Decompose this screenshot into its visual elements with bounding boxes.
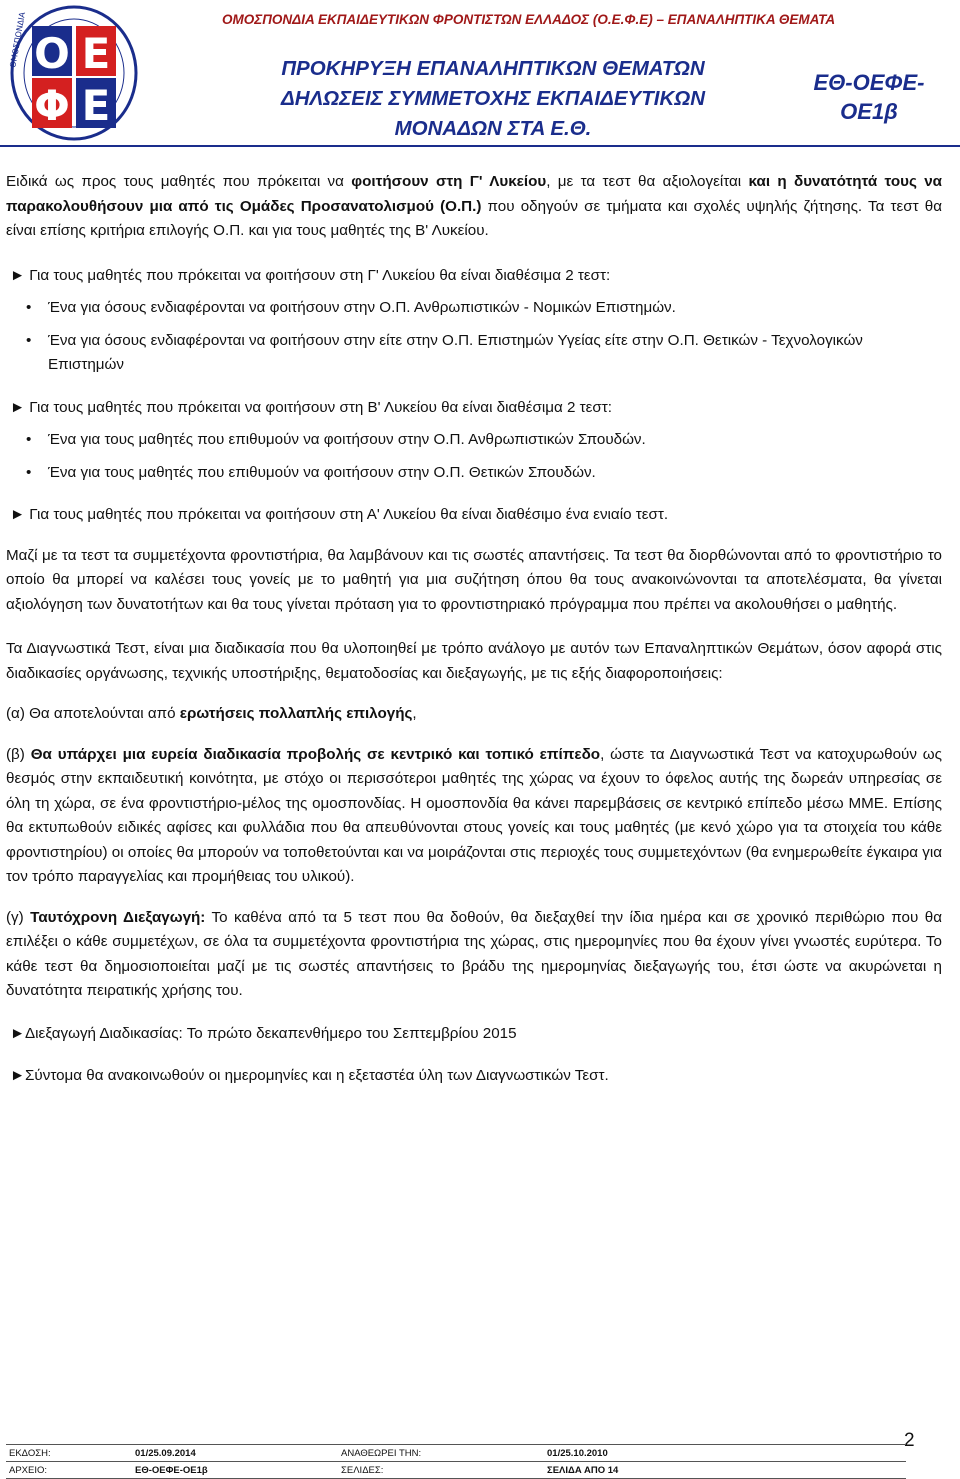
footer-label: ΕΚΔΟΣΗ: <box>6 1445 132 1462</box>
footer-value: 01/25.10.2010 <box>544 1445 906 1462</box>
footer-row <box>6 1445 906 1462</box>
logo-letter-o: Ο <box>34 29 70 78</box>
item-a <box>6 702 942 727</box>
list-item: • Ένα για τους μαθητές που επιθυμούν να φοιτήσουν στην Ο.Π. Θετικών Σπουδών. <box>6 461 942 486</box>
footer-value: ΕΘ-ΟΕΦΕ-ΟΕ1β <box>132 1462 338 1479</box>
footer-label: ΑΡΧΕΙΟ: <box>6 1462 132 1479</box>
intro-paragraph <box>6 170 942 244</box>
document-body <box>6 170 942 1089</box>
intro-bold-2: και η δυνατότητά τους να παρακολουθήσουν μια από τις Ομάδες Προσανατολισμού (Ο.Π.) <box>6 173 943 215</box>
section-b-lykeiou-list <box>6 428 942 485</box>
footer-label: ΑΝΑΘΕΩΡΕΙ ΤΗΝ: <box>338 1445 544 1462</box>
schedule-note: ►Διεξαγωγή Διαδικασίας: Το πρώτο δεκαπενθήμερο του Σεπτεμβρίου 2015 <box>10 1024 517 1042</box>
announcement-note: ►Σύντομα θα ανακοινωθούν οι ημερομηνίες και η εξεταστέα ύλη των Διαγνωστικών Τεστ. <box>10 1067 609 1084</box>
intro-text-1: Ειδικά ως προς τους μαθητές που πρόκειται να <box>6 173 352 190</box>
document-code <box>784 68 954 126</box>
title-line-2: ΔΗΛΩΣΕΙΣ ΣΥΜΜΕΤΟΧΗΣ ΕΚΠΑΙΔΕΥΤΙΚΩΝ <box>280 87 706 110</box>
page-header <box>0 0 960 146</box>
item-b-bold: Θα υπάρχει μια ευρεία διαδικασία προβολής σε κεντρικό και τοπικό επίπεδο <box>30 745 601 763</box>
section-g-lykeiou-list <box>6 296 942 378</box>
footer-label: ΣΕΛΙΔΕΣ: <box>338 1462 544 1479</box>
list-item: • Ένα για όσους ενδιαφέρονται να φοιτήσουν στην είτε στην Ο.Π. Επιστημών Υγείας είτε στην Ο.Π. Θετικών - Τεχνολογικών Επιστημών <box>6 329 942 378</box>
section-g-lykeiou-heading: ► Για τους μαθητές που πρόκειται να φοιτήσουν στη Γ' Λυκείου θα είναι διαθέσιμα 2 τεστ: <box>10 266 611 284</box>
section-a-lykeiou: ► Για τους μαθητές που πρόκειται να φοιτήσουν στη Α' Λυκείου θα είναι διαθέσιμο ένα ενιαίο τεστ. <box>10 506 669 523</box>
footer-table <box>6 1444 906 1479</box>
item-b-prefix: (β) <box>6 745 31 763</box>
item-a-suffix: , <box>412 705 417 722</box>
logo-letter-e1: Ε <box>81 29 111 78</box>
section-b-lykeiou-heading: ► Για τους μαθητές που πρόκειται να φοιτήσουν στη Β' Λυκείου θα είναι διαθέσιμα 2 τεστ: <box>10 398 613 416</box>
item-b-text: , ώστε τα Διαγνωστικά Τεστ να κατοχυρωθούν ως θεσμός στην εκπαιδευτική κοινότητα, με στόχο οι περισσότεροι μαθητές της χώρας να έχουν το όφελος αυτής της δωρεάν υπηρεσίας σε όλη τη χώρα, σε ένα φροντιστήριο-μέλος της ομοσπονδίας. Η ομοσπονδία θα κάνει παρεμβάσεις σε κεντρικό επίπεδο μέσω ΜΜΕ. Επίσης θα εκτυπωθούν ειδικές αφίσες και φυλλάδια που θα απευθύνονται στους γονείς και τους μαθητές (με κενό χώρο για τα στοιχεία του κάθε φροντιστηρίου) οι οποίες θα μπορούν να τοποθετούνται και να μοιράζονται στις περιοχές τους συμμετεχόντων (θα ενημερωθείτε έγκαιρα για τον τρόπο παραγγελίας και προμήθειας του υλικού). <box>6 745 942 885</box>
answers-paragraph: Μαζί με τα τεστ τα συμμετέχοντα φροντιστήρια, θα λαμβάνουν και τις σωστές απαντήσεις. Τα τεστ θα διορθώνονται από το φροντιστήριο το οποίο θα μπορεί να καλέσει τους γονείς με το μαθητή για μια συζήτηση όπου θα τους ανακοινώνονται τα αποτελέσματα, θα γίνεται αξιολόγηση των δυνατοτήτων και θα τους γίνεται πρόταση για το φροντιστηριακό πρόγραμμα που πρέπει να ακολουθήσει ο μαθητής. <box>6 546 942 613</box>
intro-text-3: που οδηγούν σε τμήματα και σχολές υψηλής ζήτησης. Τα τεστ θα είναι επίσης κριτήρια επιλογής Ο.Π. και για τους μαθητές της Β' Λυκείου. <box>6 197 942 239</box>
page-number: 2 <box>904 1430 915 1451</box>
footer-value: 01/25.09.2014 <box>132 1445 338 1462</box>
list-item: • Ένα για τους μαθητές που επιθυμούν να φοιτήσουν στην Ο.Π. Ανθρωπιστικών Σπουδών. <box>6 428 942 453</box>
list-item: • Ένα για όσους ενδιαφέρονται να φοιτήσουν στην Ο.Π. Ανθρωπιστικών - Νομικών Επιστημών. <box>6 296 942 321</box>
code-line-2: ΟΕ1β <box>840 99 898 124</box>
item-c-bold: Ταυτόχρονη Διεξαγωγή: <box>30 908 206 926</box>
oefe-logo <box>8 4 140 142</box>
intro-bold-1: φοιτήσουν στη Γ' Λυκείου <box>351 173 547 190</box>
diagnostic-paragraph: Τα Διαγνωστικά Τεστ, είναι μια διαδικασία που θα υλοποιηθεί με τρόπο ανάλογο με αυτόν των Επαναληπτικών Θεμάτων, όσον αφορά στις διαδικασίες οργάνωσης, τεχνικής υποστήριξης, θεματοδοσίας και διεξαγωγής, με τις εξής διαφοροποιήσεις: <box>6 640 942 682</box>
logo-letter-phi: Φ <box>34 81 70 130</box>
document-title <box>208 54 778 144</box>
item-c-text: Το καθένα από τα 5 τεστ που θα δοθούν, θα διεξαχθεί την ίδια ημέρα και σε χρονικό περιθώριο που θα επιλέξει ο κάθε συμμετέχων, σε όλα τα συμμετέχοντα φροντιστήρια της χώρας, στις ημερομηνίες που θα έχουν γίνει γνωστές ευρύτερα. Το κάθε τεστ θα δημοσιοποιείται μαζί με τις σωστές απαντήσεις το βράδυ της ημερομηνίας διεξαγωγής του, έτσι ώστε να ακυρώνεται η δυνατότητα πειρατικής χρήσης του. <box>6 908 942 999</box>
logo-letter-e2: Ε <box>81 81 111 130</box>
intro-text-2: , με τα τεστ θα αξιολογείται <box>546 173 749 190</box>
item-c <box>6 906 942 1004</box>
item-a-bold: ερωτήσεις πολλαπλής επιλογής <box>179 705 413 722</box>
logo-arc-text: ΟΜΟΣΠΟΝΔΙΑ <box>8 11 28 69</box>
federation-line: ΟΜΟΣΠΟΝΔΙΑ ΕΚΠΑΙΔΕΥΤΙΚΩΝ ΦΡΟΝΤΙΣΤΩΝ ΕΛΛΑΔΟΣ (Ο.Ε.Φ.Ε) – ΕΠΑΝΑΛΗΠΤΙΚΑ ΘΕΜΑΤΑ <box>222 12 836 27</box>
footer-value: ΣΕΛΙΔΑ ΑΠΟ 14 <box>544 1462 906 1479</box>
footer-row <box>6 1462 906 1479</box>
header-divider <box>0 145 960 147</box>
item-b <box>6 743 942 890</box>
item-c-prefix: (γ) <box>6 908 31 926</box>
title-line-3: ΜΟΝΑΔΩΝ ΣΤΑ Ε.Θ. <box>394 117 592 140</box>
title-line-1: ΠΡΟΚΗΡΥΞΗ ΕΠΑΝΑΛΗΠΤΙΚΩΝ ΘΕΜΑΤΩΝ <box>281 57 705 80</box>
item-a-prefix: (α) Θα αποτελούνται από <box>6 705 180 722</box>
code-line-1: ΕΘ-ΟΕΦΕ- <box>813 70 925 95</box>
